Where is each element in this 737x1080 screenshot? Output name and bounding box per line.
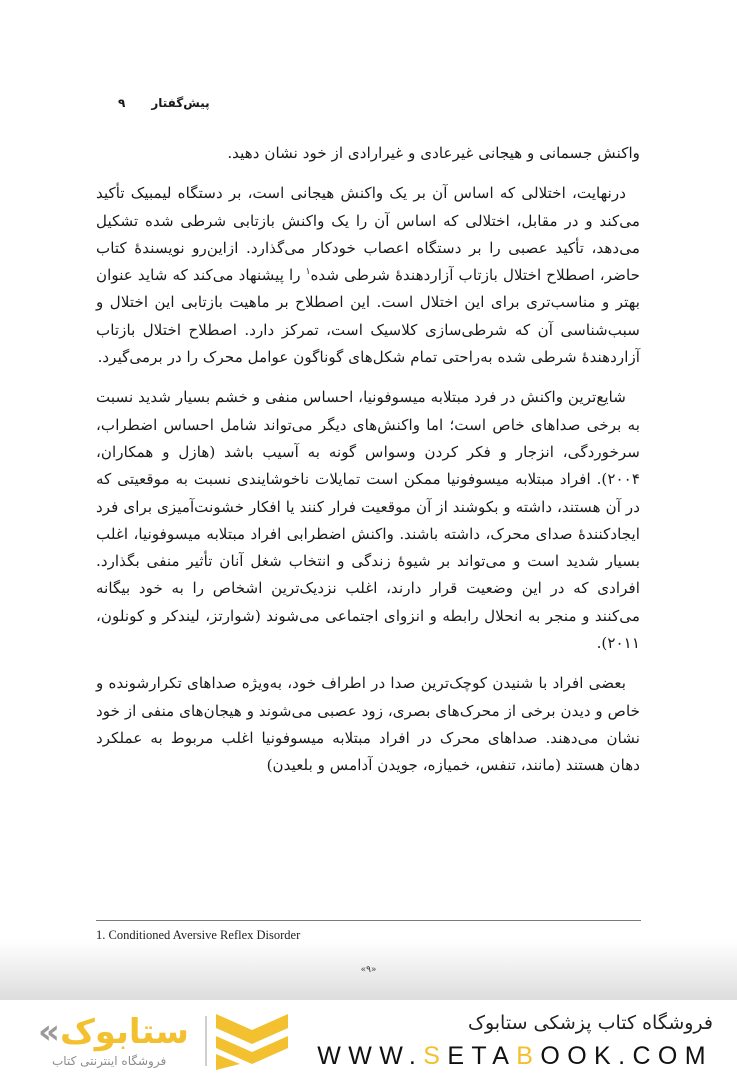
logo-divider bbox=[205, 1016, 207, 1066]
paragraph-2-start: درنهایت، اختلالی که اساس آن بر یک واکنش هیجانی است، بر دستگاه لیمبیک تأکید می‌کند و در مقابل، اختلالی که اساس آن را یک واکنش بازتابی شرطی شده تشکیل می‌دهد، تأکید عصبی را بر دستگاه اعصاب خودکار می‌گذارد. ازاین‌رو نویسندهٔ کتاب حاضر، اصطلاح اختلال بازتاب آزاردهندهٔ شرطی شده bbox=[96, 184, 640, 285]
paragraph-2-end: را پیشنهاد می‌کند که شاید عنوان بهتر و مناسب‌تری برای این اختلال است. این اصطلاح بر ماهیت بازتابی این اختلال و سبب‌شناسی آن که شرطی‌سازی کلاسیک است، تمرکز دارد. اصطلاح اختلال بازتاب آزاردهندهٔ شرطی شده به‌راحتی تمام شکل‌های گوناگون عوامل محرک را در برمی‌گیرد. bbox=[96, 266, 640, 367]
paragraph-4: بعضی افراد با شنیدن کوچک‌ترین صدا در اطراف خود، به‌ویژه صداهای تکرارشونده و خاص و دیدن برخی از محرک‌های بصری، زود عصبی می‌شوند و هیجان‌های منفی از خود نشان می‌دهند. صداهای محرک در افراد مبتلابه میسوفونیا اغلب مربوط به عملکرد دهان هستند (مانند، تنفس، خمیازه، جویدن آدامس و بلعیدن) bbox=[96, 674, 640, 775]
url-part: ETA bbox=[447, 1042, 517, 1070]
logo-chevron-icon: « bbox=[38, 1012, 60, 1052]
paragraph-1: واکنش جسمانی و هیجانی غیرعادی و غیرارادی از خود نشان دهید. bbox=[227, 144, 640, 162]
chevron-mark-icon bbox=[216, 1014, 288, 1070]
chapter-title: پیش‌گفتار bbox=[151, 96, 210, 110]
footnote-divider bbox=[96, 920, 641, 921]
footnote: 1. Conditioned Aversive Reflex Disorder bbox=[96, 928, 301, 942]
logo-text: ستابوک bbox=[59, 1012, 189, 1052]
shop-title: فروشگاه کتاب پزشکی ستابوک bbox=[467, 1012, 713, 1034]
body-text bbox=[96, 140, 640, 780]
footnote-marker[interactable]: ۱ bbox=[305, 267, 311, 278]
url-part: OOK.COM bbox=[540, 1042, 713, 1070]
store-banner[interactable] bbox=[0, 1000, 737, 1080]
running-head bbox=[118, 96, 210, 110]
logo-wordmark bbox=[38, 1012, 189, 1052]
logo-subtitle: فروشگاه اینترنتی کتاب bbox=[52, 1054, 167, 1068]
url-accent-s: S bbox=[423, 1042, 448, 1070]
paragraph-3: شایع‌ترین واکنش در فرد مبتلابه میسوفونیا، احساس منفی و خشم بسیار شدید نسبت به برخی صداهای خاص است؛ اما واکنش‌های دیگر می‌تواند شامل احساس اضطراب، سرخوردگی، انزجار و فکر کردن وسواس گونه به آسیب باشد (هازل و همکاران، ۲۰۰۴). افراد مبتلابه میسوفونیا ممکن است تمایلات ناخوشایندی نسبت به موقعیتی که در آن هستند، داشته و بکوشند از آن موقعیت فرار کنند یا افکار خشونت‌آمیزی برای فرد ایجادکنندهٔ صدای محرک، داشته باشند. واکنش اضطرابی افراد مبتلابه میسوفونیا، اغلب بسیار شدید است و می‌تواند بر شیوهٔ زندگی و انتخاب شغل آنان تأثیر منفی بگذارد. افرادی که در این وضعیت قرار دارند، اغلب نزدیک‌ترین اشخاص را به خود بیگانه می‌کنند و منجر به انحلال رابطه و انزوای اجتماعی می‌شوند (شوارتز، لیندکر و کونلون، ۲۰۱۱). bbox=[96, 388, 640, 653]
setabook-logo[interactable] bbox=[30, 1008, 290, 1074]
url-accent-b: B bbox=[516, 1042, 541, 1070]
paragraph-2 bbox=[96, 180, 640, 371]
shop-url-link[interactable] bbox=[317, 1042, 713, 1071]
page-number: «۹» bbox=[360, 965, 377, 975]
header-page-number: ۹ bbox=[118, 96, 126, 110]
url-part: WWW. bbox=[317, 1042, 424, 1070]
